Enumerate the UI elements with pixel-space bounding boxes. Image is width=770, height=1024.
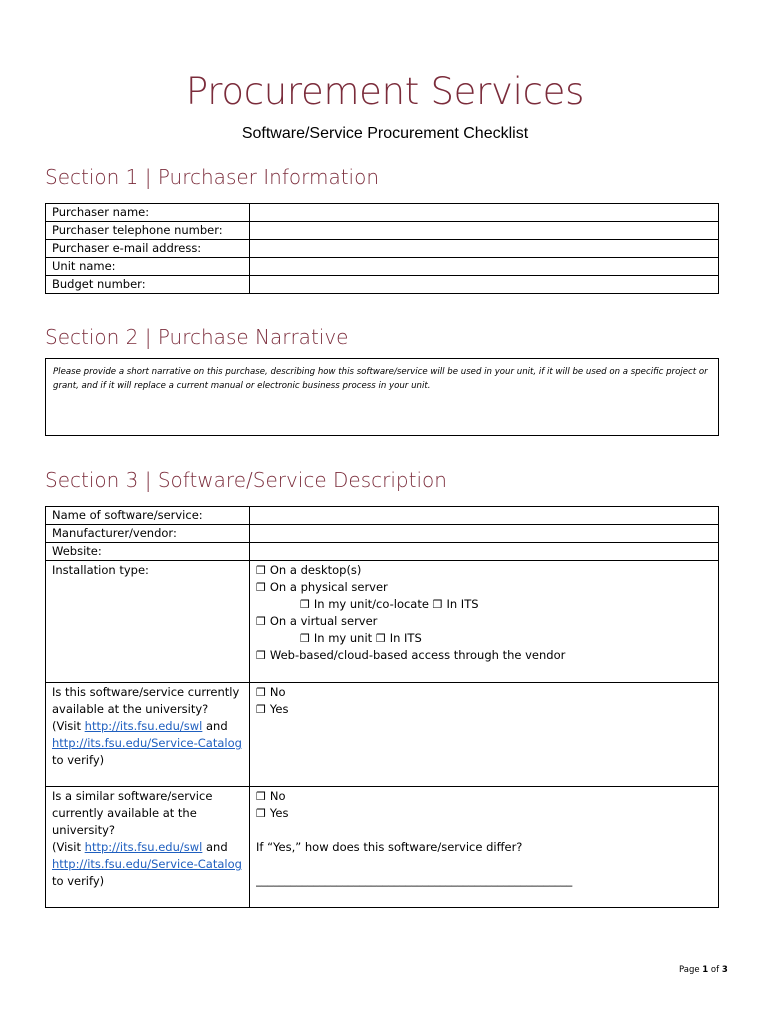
manufacturer-field[interactable] xyxy=(250,525,719,543)
label-line: currently available at the xyxy=(52,806,197,820)
option-label: No xyxy=(269,685,286,699)
table-row xyxy=(46,507,719,525)
narrative-instruction: Please provide a short narrative on this purchase, describing how this software/service will be used in your unit, if it will be used on a specific project or grant, and if it will replace a current manual or electronic business process in your unit. xyxy=(53,367,708,391)
checkbox-icon[interactable]: ❒ xyxy=(256,686,266,699)
unit-name-field[interactable] xyxy=(250,258,719,276)
purchaser-name-field[interactable] xyxy=(250,204,719,222)
page-title: Procurement Services xyxy=(185,70,585,113)
checkbox-icon[interactable]: ❒ xyxy=(300,598,310,611)
visit-text: and xyxy=(202,840,228,854)
option-label: No xyxy=(269,789,286,803)
purchaser-email-field[interactable] xyxy=(250,240,719,258)
option-yes[interactable] xyxy=(256,701,712,718)
table-row xyxy=(46,240,719,258)
option-label: Yes xyxy=(269,702,289,716)
page-prefix: Page xyxy=(679,965,703,975)
table-row xyxy=(46,683,719,787)
similar-options xyxy=(250,787,719,908)
table-row xyxy=(46,543,719,561)
table-row xyxy=(46,787,719,908)
table-row xyxy=(46,525,719,543)
table-row xyxy=(46,204,719,222)
label-line: Is a similar software/service xyxy=(52,789,213,803)
checkbox-icon[interactable]: ❒ xyxy=(300,632,310,645)
option-label: On a desktop(s) xyxy=(269,563,362,577)
availability-label xyxy=(46,683,250,787)
checkbox-icon[interactable]: ❒ xyxy=(256,564,266,577)
option-label: In ITS xyxy=(389,631,422,645)
visit-line xyxy=(52,839,243,856)
option-virtual-server[interactable] xyxy=(256,613,712,630)
label-line: to verify) xyxy=(52,874,105,888)
option-no[interactable] xyxy=(256,684,712,701)
service-catalog-link[interactable]: http://its.fsu.edu/Service-Catalog xyxy=(52,736,242,750)
option-label: On a virtual server xyxy=(269,614,378,628)
purchaser-email-label: Purchaser e-mail address: xyxy=(46,240,250,258)
installation-options xyxy=(250,561,719,683)
label-line: available at the university? xyxy=(52,702,209,716)
option-physical-suboptions xyxy=(256,596,712,613)
budget-number-field[interactable] xyxy=(250,276,719,294)
section1-heading: Section 1 | Purchaser Information xyxy=(45,165,380,189)
swl-link[interactable]: http://its.fsu.edu/swl xyxy=(84,840,203,854)
option-label: In my unit/co-locate xyxy=(313,597,429,611)
section2-heading: Section 2 | Purchase Narrative xyxy=(45,325,349,349)
software-name-label: Name of software/service: xyxy=(46,507,250,525)
checkbox-icon[interactable]: ❒ xyxy=(256,615,266,628)
checkbox-icon[interactable]: ❒ xyxy=(256,581,266,594)
table-row xyxy=(46,276,719,294)
unit-name-label: Unit name: xyxy=(46,258,250,276)
visit-text: (Visit xyxy=(52,840,85,854)
table-row xyxy=(46,222,719,240)
page-total: 3 xyxy=(721,965,728,975)
swl-link[interactable]: http://its.fsu.edu/swl xyxy=(84,719,203,733)
page-number xyxy=(679,965,728,975)
differ-question: If “Yes,” how does this software/service differ? xyxy=(256,840,523,854)
page-subtitle: Software/Service Procurement Checklist xyxy=(241,125,529,142)
purchase-narrative-field[interactable] xyxy=(45,358,719,436)
software-description-table xyxy=(45,506,719,908)
table-row xyxy=(46,258,719,276)
page-current: 1 xyxy=(702,965,709,975)
purchaser-name-label: Purchaser name: xyxy=(46,204,250,222)
checkbox-icon[interactable]: ❒ xyxy=(256,790,266,803)
availability-options xyxy=(250,683,719,787)
option-virtual-suboptions xyxy=(256,630,712,647)
option-label: Web-based/cloud-based access through the vendor xyxy=(269,648,566,662)
visit-line xyxy=(52,718,243,735)
option-label: In my unit xyxy=(313,631,373,645)
option-label: In ITS xyxy=(446,597,479,611)
section3-heading: Section 3 | Software/Service Description xyxy=(45,468,447,492)
website-field[interactable] xyxy=(250,543,719,561)
checkbox-icon[interactable]: ❒ xyxy=(432,598,443,611)
purchaser-phone-label: Purchaser telephone number: xyxy=(46,222,250,240)
checkbox-icon[interactable]: ❒ xyxy=(256,649,266,662)
purchaser-phone-field[interactable] xyxy=(250,222,719,240)
option-label: On a physical server xyxy=(269,580,388,594)
software-name-field[interactable] xyxy=(250,507,719,525)
manufacturer-label: Manufacturer/vendor: xyxy=(46,525,250,543)
budget-number-label: Budget number: xyxy=(46,276,250,294)
visit-text: (Visit xyxy=(52,719,85,733)
option-label: Yes xyxy=(269,806,289,820)
visit-text: and xyxy=(202,719,228,733)
differ-answer-field[interactable]: _______________________________________________________ xyxy=(256,873,573,887)
option-physical-server[interactable] xyxy=(256,579,712,596)
similar-label xyxy=(46,787,250,908)
checkbox-icon[interactable]: ❒ xyxy=(375,632,386,645)
website-label: Website: xyxy=(46,543,250,561)
label-line: Is this software/service currently xyxy=(52,685,240,699)
purchaser-info-table xyxy=(45,203,719,294)
option-web-based[interactable] xyxy=(256,647,712,664)
service-catalog-link[interactable]: http://its.fsu.edu/Service-Catalog xyxy=(52,857,242,871)
option-no[interactable] xyxy=(256,788,712,805)
page-of: of xyxy=(708,965,722,975)
checkbox-icon[interactable]: ❒ xyxy=(256,703,266,716)
installation-type-label: Installation type: xyxy=(46,561,250,683)
option-desktop[interactable] xyxy=(256,562,712,579)
table-row xyxy=(46,561,719,683)
checkbox-icon[interactable]: ❒ xyxy=(256,807,266,820)
label-line: to verify) xyxy=(52,753,105,767)
option-yes[interactable] xyxy=(256,805,712,822)
label-line: university? xyxy=(52,823,115,837)
